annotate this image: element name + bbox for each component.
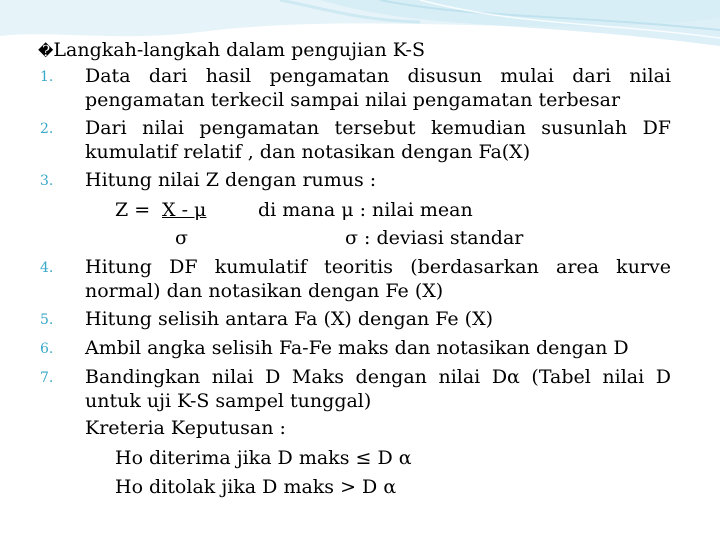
- slide-title-text: Langkah-langkah dalam pengujian K-S: [53, 39, 425, 61]
- step-5-number: 5.: [40, 312, 54, 328]
- step-7-number: 7.: [40, 370, 54, 386]
- step-1-line-1: Data dari hasil pengamatan disusun mulai dari nilai: [85, 65, 671, 87]
- title-marker-glyph: �: [38, 42, 54, 60]
- formula-sigma-definition: σ : deviasi standar: [345, 227, 524, 249]
- step-4-number: 4.: [40, 260, 54, 276]
- formula-denominator: σ: [175, 227, 188, 249]
- step-3-number: 3.: [40, 173, 54, 189]
- step-6-line-1: Ambil angka selisih Fa-Fe maks dan notasikan dengan D: [85, 337, 629, 359]
- step-2-number: 2.: [40, 121, 54, 137]
- criteria-reject: Ho ditolak jika D maks > D α: [115, 476, 397, 498]
- step-6-number: 6.: [40, 341, 54, 357]
- criteria-label: Kreteria Keputusan :: [85, 417, 286, 439]
- step-1-number: 1.: [40, 69, 54, 85]
- step-7-line-1: Bandingkan nilai D Maks dengan nilai Dα (Tabel nilai D: [85, 366, 671, 388]
- step-2-line-1: Dari nilai pengamatan tersebut kemudian susunlah DF: [85, 117, 671, 139]
- formula-lhs: Z =: [115, 199, 151, 221]
- slide-title: [38, 38, 425, 63]
- criteria-accept: Ho diterima jika D maks ≤ D α: [115, 447, 412, 469]
- step-1-line-2: pengamatan terkecil sampai nilai pengamatan terbesar: [85, 89, 621, 111]
- formula-mu-definition: di mana μ : nilai mean: [258, 199, 473, 221]
- step-2-line-2: kumulatif relatif , dan notasikan dengan Fa(X): [85, 141, 531, 163]
- step-3-line-1: Hitung nilai Z dengan rumus :: [85, 169, 377, 191]
- step-4-line-2: normal) dan notasikan dengan Fe (X): [85, 280, 444, 302]
- step-7-line-2: untuk uji K-S sampel tunggal): [85, 390, 372, 412]
- formula-numerator: X - μ: [162, 199, 207, 221]
- step-4-line-1: Hitung DF kumulatif teoritis (berdasarkan area kurve: [85, 256, 671, 278]
- step-5-line-1: Hitung selisih antara Fa (X) dengan Fe (X): [85, 308, 494, 330]
